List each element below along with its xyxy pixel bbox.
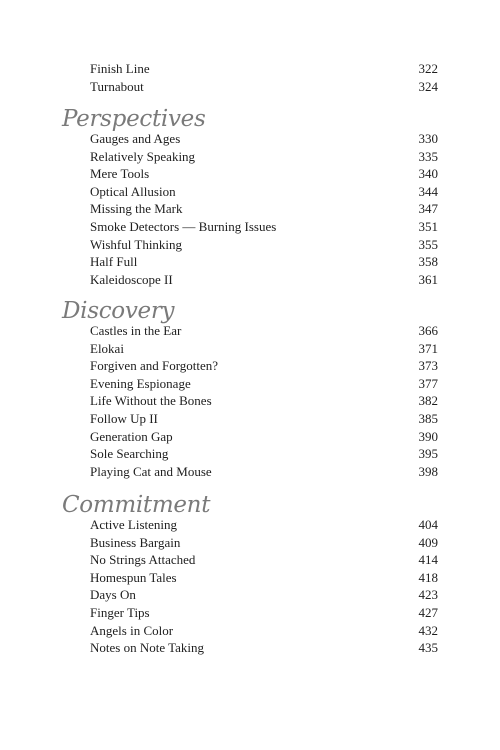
toc-entry bbox=[90, 445, 438, 463]
toc-entry bbox=[90, 236, 438, 254]
section-heading: Discovery bbox=[62, 298, 175, 324]
entry-title: Playing Cat and Mouse bbox=[90, 463, 212, 479]
entry-title: Life Without the Bones bbox=[90, 393, 212, 409]
entry-page-number: 351 bbox=[418, 219, 438, 234]
toc-entry bbox=[90, 428, 438, 446]
toc-entry bbox=[90, 551, 438, 569]
entry-title: Turnabout bbox=[90, 78, 144, 94]
entry-title: Forgiven and Forgotten? bbox=[90, 358, 219, 374]
entry-title: Angels in Color bbox=[90, 622, 174, 638]
entry-page-number: 371 bbox=[418, 340, 438, 356]
entry-page-number: 409 bbox=[418, 534, 438, 550]
entry-page-number: 435 bbox=[418, 640, 438, 656]
entry-title: No Strings Attached bbox=[90, 552, 196, 568]
entry-page-number: 344 bbox=[418, 183, 438, 199]
toc-entry bbox=[90, 148, 438, 166]
entry-page-number: 390 bbox=[418, 428, 438, 444]
toc-entry bbox=[90, 218, 438, 236]
toc-entry bbox=[90, 271, 438, 289]
entry-title: Kaleidoscope II bbox=[90, 271, 173, 287]
entry-title: Relatively Speaking bbox=[90, 148, 196, 164]
entry-page-number: 366 bbox=[418, 323, 438, 338]
entry-title: Smoke Detectors — Burning Issues bbox=[90, 219, 277, 234]
entry-title: Finish Line bbox=[90, 61, 150, 76]
entry-title: Generation Gap bbox=[90, 428, 173, 444]
entry-page-number: 347 bbox=[418, 201, 438, 217]
toc-entry bbox=[90, 130, 438, 148]
toc-entry bbox=[90, 516, 438, 534]
entry-page-number: 373 bbox=[418, 358, 438, 374]
entry-title: Half Full bbox=[90, 254, 138, 270]
entry-page-number: 361 bbox=[418, 271, 438, 287]
entry-title: Follow Up II bbox=[90, 411, 158, 426]
entry-page-number: 355 bbox=[418, 236, 438, 252]
entry-page-number: 395 bbox=[418, 446, 438, 462]
entry-title: Wishful Thinking bbox=[90, 236, 183, 252]
entry-title: Evening Espionage bbox=[90, 375, 191, 391]
entry-title: Business Bargain bbox=[90, 534, 181, 550]
entry-title: Sole Searching bbox=[90, 446, 169, 462]
entry-page-number: 398 bbox=[418, 463, 438, 479]
entry-page-number: 418 bbox=[418, 569, 438, 585]
entry-page-number: 322 bbox=[418, 61, 438, 76]
toc-entry bbox=[90, 200, 438, 218]
toc-entry bbox=[90, 586, 438, 604]
toc-entry bbox=[90, 534, 438, 552]
entry-title: Finger Tips bbox=[90, 605, 150, 620]
entry-title: Days On bbox=[90, 587, 136, 603]
toc-entry bbox=[90, 60, 438, 78]
entry-title: Castles in the Ear bbox=[90, 323, 182, 338]
entry-page-number: 377 bbox=[418, 375, 438, 391]
entry-page-number: 423 bbox=[418, 587, 438, 603]
toc-entry bbox=[90, 253, 438, 271]
entry-page-number: 432 bbox=[418, 622, 438, 638]
entry-title: Gauges and Ages bbox=[90, 131, 181, 146]
toc-entry bbox=[90, 622, 438, 640]
toc-entry bbox=[90, 165, 438, 183]
section-heading: Commitment bbox=[62, 492, 211, 518]
toc-entry bbox=[90, 604, 438, 622]
entry-title: Active Listening bbox=[90, 517, 178, 532]
section-heading: Perspectives bbox=[62, 106, 206, 132]
entry-page-number: 330 bbox=[418, 131, 438, 146]
entry-page-number: 427 bbox=[418, 605, 438, 620]
toc-entry bbox=[90, 392, 438, 410]
entry-page-number: 324 bbox=[418, 78, 438, 94]
entry-title: Notes on Note Taking bbox=[90, 640, 205, 656]
entry-page-number: 404 bbox=[418, 517, 438, 532]
toc-entry bbox=[90, 569, 438, 587]
toc-entry bbox=[90, 340, 438, 358]
entry-title: Elokai bbox=[90, 340, 124, 356]
entry-page-number: 414 bbox=[418, 552, 438, 568]
toc-entry bbox=[90, 78, 438, 96]
entry-title: Missing the Mark bbox=[90, 201, 183, 217]
entry-page-number: 335 bbox=[418, 148, 438, 164]
entry-page-number: 340 bbox=[418, 166, 438, 182]
toc-entry bbox=[90, 463, 438, 481]
toc-entry bbox=[90, 183, 438, 201]
toc-entry bbox=[90, 410, 438, 428]
entry-page-number: 385 bbox=[418, 411, 438, 426]
toc-entry bbox=[90, 375, 438, 393]
toc-entry bbox=[90, 639, 438, 657]
entry-title: Optical Allusion bbox=[90, 183, 176, 199]
entry-page-number: 382 bbox=[418, 393, 438, 409]
entry-title: Mere Tools bbox=[90, 166, 150, 182]
toc-entry bbox=[90, 357, 438, 375]
toc-entry bbox=[90, 322, 438, 340]
entry-page-number: 358 bbox=[418, 254, 438, 270]
entry-title: Homespun Tales bbox=[90, 569, 177, 585]
